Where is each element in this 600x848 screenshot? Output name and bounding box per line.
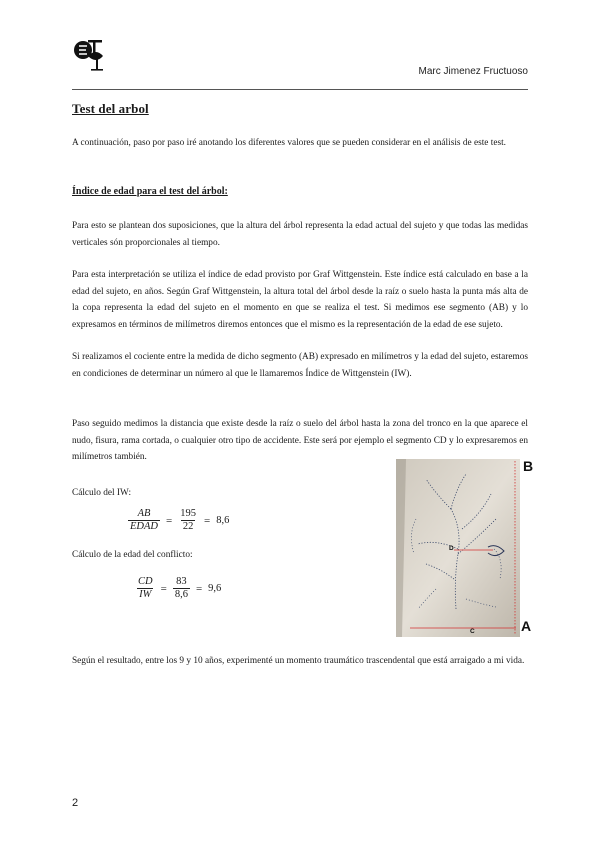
iw-formula-result: 8,6 [216, 515, 230, 526]
iw-calc-label: Cálculo del IW: [72, 488, 132, 498]
conflict-formula-equals-2: = [195, 582, 203, 595]
conflict-formula-numerator: CD [138, 576, 153, 587]
figure-label-c: C [470, 628, 475, 635]
header-logo [70, 36, 110, 74]
paragraph-cd-segment: Paso seguido medimos la distancia que existe desde la raíz o suelo del árbol hasta la zona del tronco en la que aparece el nudo, fisura, rama cortada, o cualquier otro tipo de accidente. Este será por ejemplo el segmento CD y lo expresaremos en milímetros también. [72, 419, 528, 463]
conflict-formula-iw-value: 8,6 [174, 589, 188, 600]
conflict-formula-cd-value: 83 [176, 576, 187, 587]
conflict-formula-equals: = [160, 582, 167, 595]
figure-label-b: B [523, 458, 534, 474]
page-number: 2 [72, 797, 79, 809]
header-author: Marc Jimenez Fructuoso [418, 66, 528, 77]
iw-formula-equals-2: = [203, 514, 211, 527]
paragraph-conclusion: Según el resultado, entre los 9 y 10 años, experimenté un momento traumático trascendental que está arraigado a mi vida. [72, 656, 525, 666]
iw-formula-equals: = [166, 514, 173, 527]
iw-formula [128, 508, 229, 533]
conflict-formula-denominator: IW [139, 589, 152, 600]
header-divider [72, 89, 528, 90]
paragraph-suppositions: Para esto se plantean dos suposiciones, que la altura del árbol representa la edad actual del sujeto y que todas las medidas verticales són proporcionales al tiempo. [72, 221, 528, 248]
figure-label-d: D [449, 545, 454, 552]
iw-formula-age-value: 22 [182, 521, 194, 532]
tree-drawing-photo [396, 459, 520, 637]
intro-paragraph: A continuación, paso por paso iré anotando los diferentes valores que se pueden considerar en el análisis de este test. [72, 138, 506, 148]
conflict-formula-result: 9,6 [208, 583, 222, 594]
paragraph-iw-definition: Si realizamos el cociente entre la medida de dicho segmento (AB) expresado en milímetros y la edad del sujeto, estaremos en condiciones de determinar un número al que le llamaremos Índice de Wittgenstein (IW). [72, 352, 528, 379]
section-title: Test del arbol [72, 101, 149, 116]
figure-label-a: A [521, 618, 532, 634]
iw-formula-ab-value: 195 [180, 508, 196, 519]
iw-formula-denominator: EDAD [130, 521, 158, 532]
paragraph-wittgenstein: Para esta interpretación se utiliza el índice de edad provisto por Graf Wittgenstein. Este índice está calculado en base a la edad del sujeto, en años. Según Graf Wittgenstein, la altura total del árbol desde la raíz o suelo hasta la punta más alta de la copa representa la edad del sujeto en el momento en que se realiza el test. Si medimos ese segmento (AB) y lo expresamos en términos de milímetros diremos entonces que el mismo es la representación de la edad de ese sujeto. [72, 270, 528, 330]
iw-formula-numerator: AB [137, 508, 151, 519]
conflict-calc-label: Cálculo de la edad del conflicto: [72, 550, 193, 560]
subsection-title: Índice de edad para el test del árbol: [72, 186, 228, 197]
conflict-formula [136, 576, 221, 601]
